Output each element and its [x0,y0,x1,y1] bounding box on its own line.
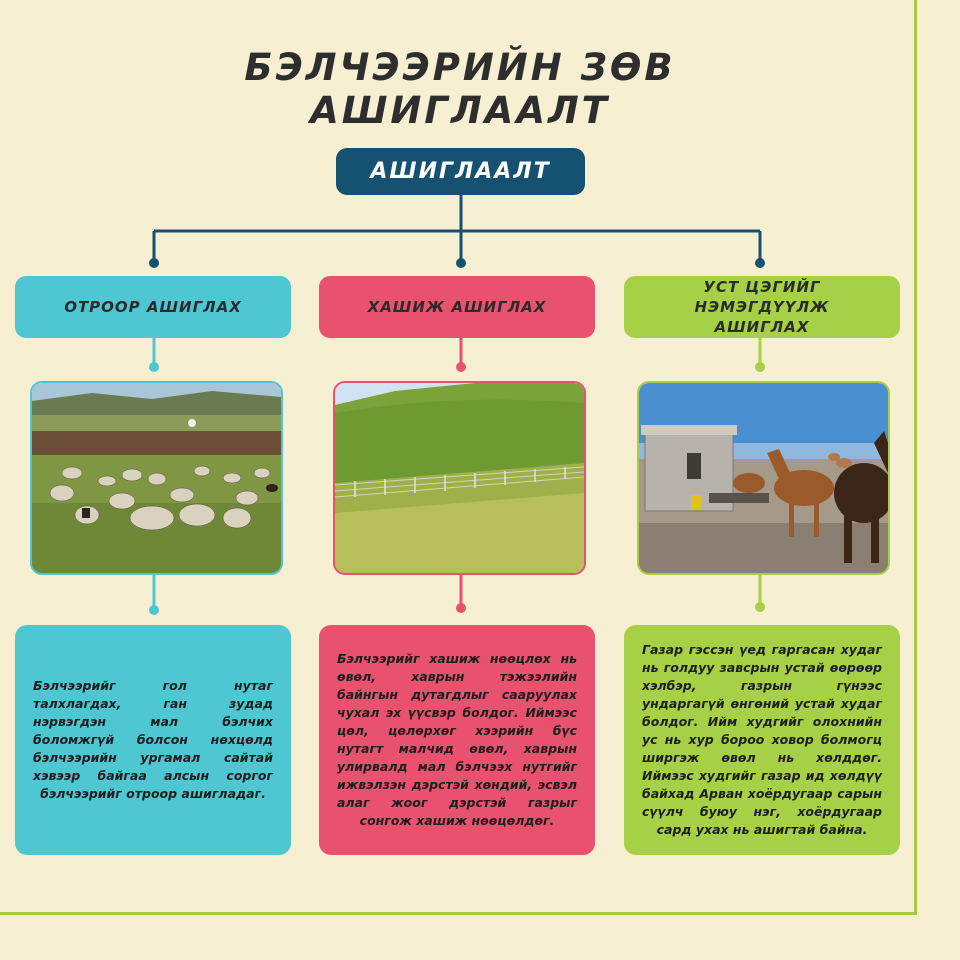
horses-water-well-image [637,381,890,575]
description-otor-text: Бэлчээрийг гол нутаг талхлагдах, ган зудад нэрвэгдэн мал бэлчих боломжгүй болсон нөхцөлд бэлчээрийн ургамал сайтай хэвээр байгаа алсын соргог бэлчээрийг отроор ашигладаг. [33,678,273,801]
category-water-points [624,276,900,338]
category-khashij: ХАШИЖ АШИГЛАХ [319,276,595,338]
category-water-points-label: УСТ ЦЭГИЙГ НЭМЭГДҮҮЛЖ АШИГЛАХ [694,278,830,336]
root-node: АШИГЛААЛТ [336,148,585,195]
fenced-grassland-image [333,381,586,575]
description-water-points [624,625,900,855]
description-khashij-text: Бэлчээрийг хашиж нөөцлөх нь өвөл, хаврын тэжээлийн байнгын дутагдлыг сааруулах чухал эх үүсвэр болдог. Иймээс цөл, цөлөрхөг хээрийн бүс нутагт малчид өвөл, хаврын улирвалд мал бэлчээх нутгийг ижвэлзэн дэрстэй хөндий, эсвэл алаг жоог дэрстэй газрыг сонгож хашиж нөөцөлдөг. [337,651,577,828]
description-water-points-text: Газар гэссэн үед гаргасан худаг нь голдуу завсрын устай өөрөөр хэлбэр, газрын гүнээс ундаргагүй өнгөний устай худаг болдог. Ийм худгийг олохнийн ус нь хур бороо ховор болмогц ширгэж өвөл нь хөлддөг. Иймээс худгийг газар ид хөлдүү байхад Арван хоёрдугаар сарын сүүлч буюу нэг, хоёрдугаар сард ухах нь ашигтай байна. [642,642,882,837]
page-title: БЭЛЧЭЭРИЙН ЗӨВ АШИГЛААЛТ [244,46,676,132]
description-khashij [319,625,595,855]
sheep-grazing-image [30,381,283,575]
category-otor: ОТРООР АШИГЛАХ [15,276,291,338]
description-otor [15,625,291,855]
